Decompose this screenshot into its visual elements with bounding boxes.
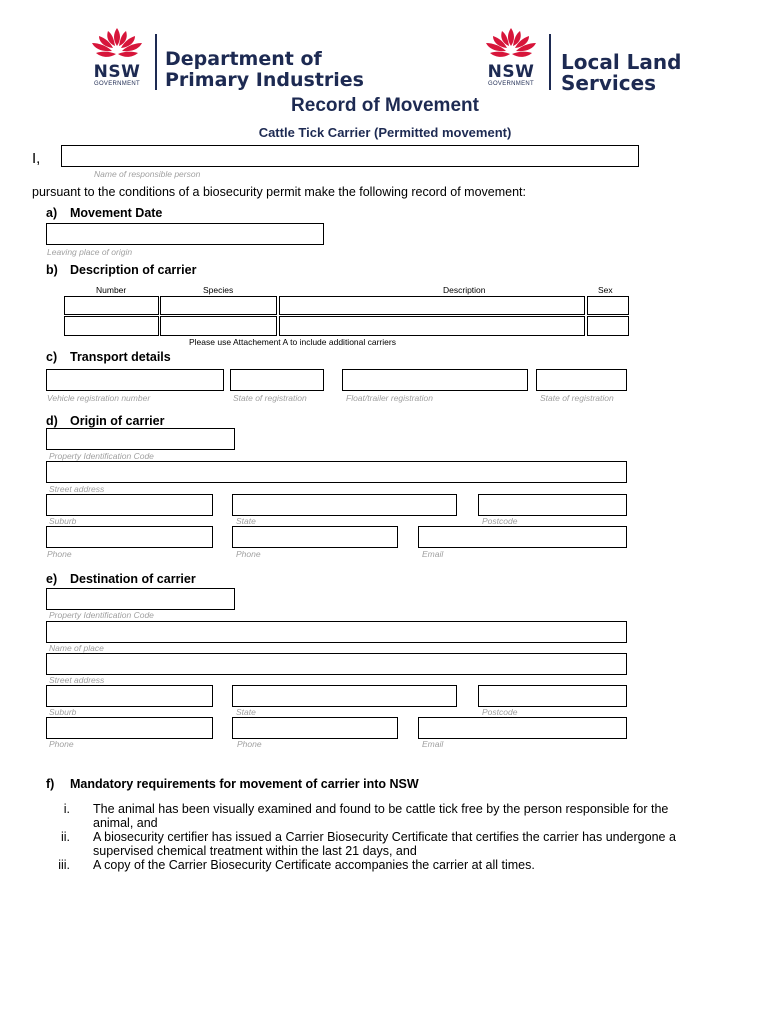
destination-place-caption: Name of place — [49, 643, 104, 653]
carrier-row1-description[interactable] — [279, 296, 585, 315]
destination-suburb-caption: Suburb — [49, 707, 77, 717]
carrier-row2-description[interactable] — [279, 316, 585, 336]
page-subtitle: Cattle Tick Carrier (Permitted movement) — [258, 125, 512, 140]
movement-date-caption: Leaving place of origin — [47, 247, 133, 257]
col-sex-header: Sex — [598, 285, 613, 295]
carrier-row2-species[interactable] — [160, 316, 277, 336]
carrier-row1-species[interactable] — [160, 296, 277, 315]
nsw-government-right: GOVERNMENT — [487, 81, 534, 87]
list-item-number: ii. — [60, 830, 70, 844]
list-item-number: i. — [63, 802, 70, 816]
origin-street-caption: Street address — [49, 484, 105, 494]
nsw-waratah-logo-right — [480, 26, 542, 66]
float-registration-caption: Float/trailer registration — [346, 393, 433, 403]
carrier-row1-sex[interactable] — [587, 296, 629, 315]
list-item — [50, 858, 710, 872]
list-item-text: A biosecurity certifier has issued a Carrier Biosecurity Certificate that certifies the carrier has undergone a supervised chemical treatment within the last 21 days, and — [93, 830, 676, 858]
nsw-waratah-logo-left — [86, 26, 148, 66]
section-d-title: Origin of carrier — [70, 414, 165, 428]
section-d-letter: d) — [46, 414, 58, 428]
list-item-text: The animal has been visually examined and found to be cattle tick free by the person responsible for the animal, and — [93, 802, 669, 830]
section-d-heading — [46, 414, 164, 428]
intro-text: pursuant to the conditions of a biosecurity permit make the following record of movement: — [32, 185, 527, 199]
nsw-brand-left: NSW — [93, 62, 141, 82]
origin-email-input[interactable] — [418, 526, 627, 548]
destination-email-caption: Email — [422, 739, 444, 749]
logo-divider-left — [155, 34, 157, 90]
section-f-heading — [46, 777, 419, 791]
vehicle-state-caption: State of registration — [233, 393, 307, 403]
logo-divider-right — [549, 34, 551, 90]
origin-street-input[interactable] — [46, 461, 627, 483]
section-a-title: Movement Date — [70, 206, 163, 220]
section-b-heading — [46, 263, 196, 277]
dept-line1: Department of — [165, 48, 322, 70]
destination-place-input[interactable] — [46, 621, 627, 643]
section-a-heading — [46, 206, 162, 220]
carrier-row2-sex[interactable] — [587, 316, 629, 336]
destination-street-input[interactable] — [46, 653, 627, 675]
vehicle-registration-caption: Vehicle registration number — [47, 393, 151, 403]
destination-pic-input[interactable] — [46, 588, 235, 610]
origin-suburb-caption: Suburb — [49, 516, 77, 526]
destination-phone2-caption: Phone — [237, 739, 262, 749]
vehicle-state-input[interactable] — [230, 369, 324, 391]
section-f-letter: f) — [46, 777, 55, 791]
carriers-note: Please use Attachement A to include additional carriers — [189, 337, 396, 347]
list-item-number: iii. — [58, 858, 70, 872]
destination-state-caption: State — [236, 707, 256, 717]
section-f-title: Mandatory requirements for movement of carrier into NSW — [70, 777, 419, 791]
origin-phone2-input[interactable] — [232, 526, 398, 548]
requirements-list — [50, 802, 710, 872]
float-registration-input[interactable] — [342, 369, 528, 391]
origin-suburb-input[interactable] — [46, 494, 213, 516]
destination-postcode-input[interactable] — [478, 685, 627, 707]
vehicle-registration-input[interactable] — [46, 369, 224, 391]
dept-line2: Primary Industries — [165, 69, 364, 91]
section-b-letter: b) — [46, 263, 58, 277]
destination-postcode-caption: Postcode — [482, 707, 518, 717]
lls-line2: Services — [561, 71, 657, 95]
destination-state-input[interactable] — [232, 685, 457, 707]
destination-phone1-input[interactable] — [46, 717, 213, 739]
lls-line1: Local Land — [561, 50, 682, 74]
destination-suburb-input[interactable] — [46, 685, 213, 707]
section-b-title: Description of carrier — [70, 263, 197, 277]
float-state-caption: State of registration — [540, 393, 614, 403]
destination-street-caption: Street address — [49, 675, 105, 685]
float-state-input[interactable] — [536, 369, 627, 391]
list-item — [50, 802, 710, 830]
list-item — [50, 830, 710, 858]
carrier-row2-number[interactable] — [64, 316, 159, 336]
col-number-header: Number — [96, 285, 127, 295]
origin-postcode-input[interactable] — [478, 494, 627, 516]
section-c-letter: c) — [46, 350, 58, 364]
origin-email-caption: Email — [422, 549, 444, 559]
destination-email-input[interactable] — [418, 717, 627, 739]
origin-postcode-caption: Postcode — [482, 516, 518, 526]
col-description-header: Description — [443, 285, 486, 295]
list-item-text: A copy of the Carrier Biosecurity Certificate accompanies the carrier at all times. — [93, 858, 535, 872]
section-e-letter: e) — [46, 572, 58, 586]
section-e-heading — [46, 572, 196, 586]
destination-phone2-input[interactable] — [232, 717, 398, 739]
origin-state-caption: State — [236, 516, 256, 526]
page-title: Record of Movement — [291, 95, 479, 116]
origin-pic-caption: Property Identification Code — [49, 451, 154, 461]
intro-prefix: I, — [32, 150, 41, 167]
responsible-person-input[interactable] — [61, 145, 639, 167]
carrier-row1-number[interactable] — [64, 296, 159, 315]
section-c-title: Transport details — [70, 350, 171, 364]
section-e-title: Destination of carrier — [70, 572, 196, 586]
movement-date-input[interactable] — [46, 223, 324, 245]
section-a-letter: a) — [46, 206, 58, 220]
section-c-heading — [46, 350, 171, 364]
origin-pic-input[interactable] — [46, 428, 235, 450]
destination-pic-caption: Property Identification Code — [49, 610, 154, 620]
col-species-header: Species — [203, 285, 234, 295]
responsible-person-caption: Name of responsible person — [94, 169, 201, 179]
destination-phone1-caption: Phone — [49, 739, 74, 749]
origin-phone2-caption: Phone — [236, 549, 261, 559]
nsw-government-left: GOVERNMENT — [93, 81, 140, 87]
nsw-brand-right: NSW — [487, 62, 535, 82]
origin-phone1-caption: Phone — [47, 549, 72, 559]
origin-phone1-input[interactable] — [46, 526, 213, 548]
origin-state-input[interactable] — [232, 494, 457, 516]
